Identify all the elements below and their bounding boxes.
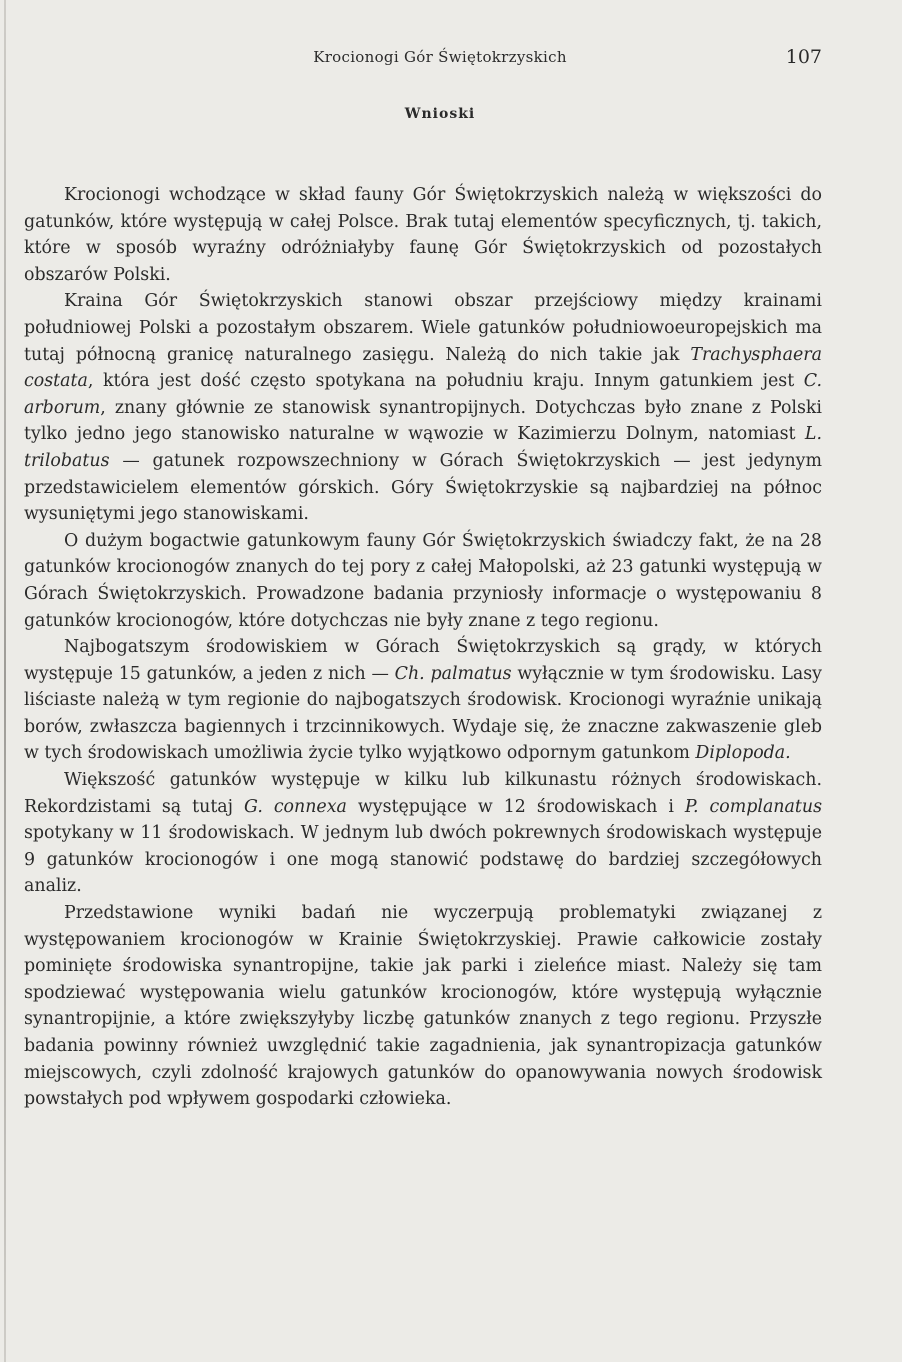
text-run: Kraina Gór Świętokrzyskich stanowi obszar przejściowy między krainami południowej Polski a pozostałym obszarem. Wiele gatunków południowoeuropejskich ma tutaj północną granicę naturalnego zasięgu. Należą do nich takie jak xyxy=(24,291,822,365)
text-run: , znany głównie ze stanowisk synantropijnych. Dotychczas było znane z Polski tylko jedno jego stanowisko naturalne w wąwozie w Kazimierzu Dolnym, natomiast xyxy=(24,397,822,445)
text-run: występujące w 12 środowiskach i xyxy=(346,796,685,817)
paragraph xyxy=(24,767,822,900)
running-title: Krocionogi Gór Świętokrzyskich xyxy=(313,48,567,66)
italic-taxon-name: G. connexa xyxy=(244,796,347,817)
paragraph xyxy=(24,634,822,767)
page-spine-shadow xyxy=(4,0,6,1362)
text-run: Krocionogi wchodzące w skład fauny Gór Świętokrzyskich należą w większości do gatunków, które występują w całej Polsce. Brak tutaj elementów specyficznych, tj. takich, które w sposób wyraźny odróżniałyby faunę Gór Świętokrzyskich od pozostałych obszarów Polski. xyxy=(24,185,822,285)
italic-taxon-name: C. arborum xyxy=(24,371,822,418)
section-title: Wnioski xyxy=(404,106,476,122)
text-run: — gatunek rozpowszechniony w Górach Świętokrzyskich — jest jedynym przedstawicielem elementów górskich. Góry Świętokrzyskie są najbardziej na północ wysuniętymi jego stanowiskami. xyxy=(24,450,822,525)
italic-taxon-name: Trachysphaera costata xyxy=(24,344,822,392)
text-run: Przedstawione wyniki badań nie wyczerpują problematyki związanej z występowaniem krocionogów w Krainie Świętokrzyskiej. Prawie całkowicie zostały pominięte środowiska synantropijne, takie jak parki i zieleńce miast. Należy się tam spodziewać występowania wielu gatunków krocionogów, które występują wyłącznie synantropijnie, a które zwiększyłyby liczbę gatunków znanych z tego regionu. Przyszłe badania powinny również uwzględnić takie zagadnienia, jak synantropizacja gatunków miejscowych, czyli zdolność krajowych gatunków do opanowywania nowych środowisk powstałych pod wpływem gospodarki człowieka. xyxy=(24,903,822,1110)
paragraph xyxy=(24,528,822,634)
italic-taxon-name: L. trilobatus xyxy=(24,424,822,471)
text-run: wyłącznie w tym środowisku. Lasy liściaste należą w tym regionie do najbogatszych środowisk. Krocionogi wyraźnie unikają borów, zwłaszcza bagiennych i trzcinnikowych. Wydaje się, że znaczne zakwaszenie gleb w tych środowiskach umożliwia życie tylko wyjątkowo odpornym gatunkom xyxy=(24,663,822,764)
text-run: O dużym bogactwie gatunkowym fauny Gór Świętokrzyskich świadczy fakt, że na 28 gatunków krocionogów znanych do tej pory z całej Małopolski, aż 23 gatunki występują w Górach Świętokrzyskich. Prowadzone badania przyniosły informacje o występowaniu 8 gatunków krocionogów, które dotychczas nie były znane z tego regionu. xyxy=(24,530,822,631)
body-text xyxy=(24,182,822,1113)
paragraph xyxy=(24,182,822,288)
italic-taxon-name: P. complanatus xyxy=(684,796,822,817)
text-run: Najbogatszym środowiskiem w Górach Świętokrzyskich są grądy, w których występuje 15 gatunków, a jeden z nich — xyxy=(24,637,822,684)
page-header xyxy=(58,48,822,72)
text-run: Większość gatunków występuje w kilku lub kilkunastu różnych środowiskach. Rekordzistami są tutaj xyxy=(24,770,822,817)
paragraph xyxy=(24,288,822,527)
text-run: spotykany w 11 środowiskach. W jednym lub dwóch pokrewnych środowiskach występuje 9 gatunków krocionogów i one mogą stanowić podstawę do bardziej szczegółowych analiz. xyxy=(24,823,822,897)
italic-taxon-name: Diplopoda. xyxy=(695,743,791,764)
italic-taxon-name: Ch. palmatus xyxy=(394,663,512,684)
text-run: , która jest dość często spotykana na południu kraju. Innym gatunkiem jest xyxy=(87,371,804,392)
paragraph xyxy=(24,900,822,1113)
page-number: 107 xyxy=(785,46,822,68)
